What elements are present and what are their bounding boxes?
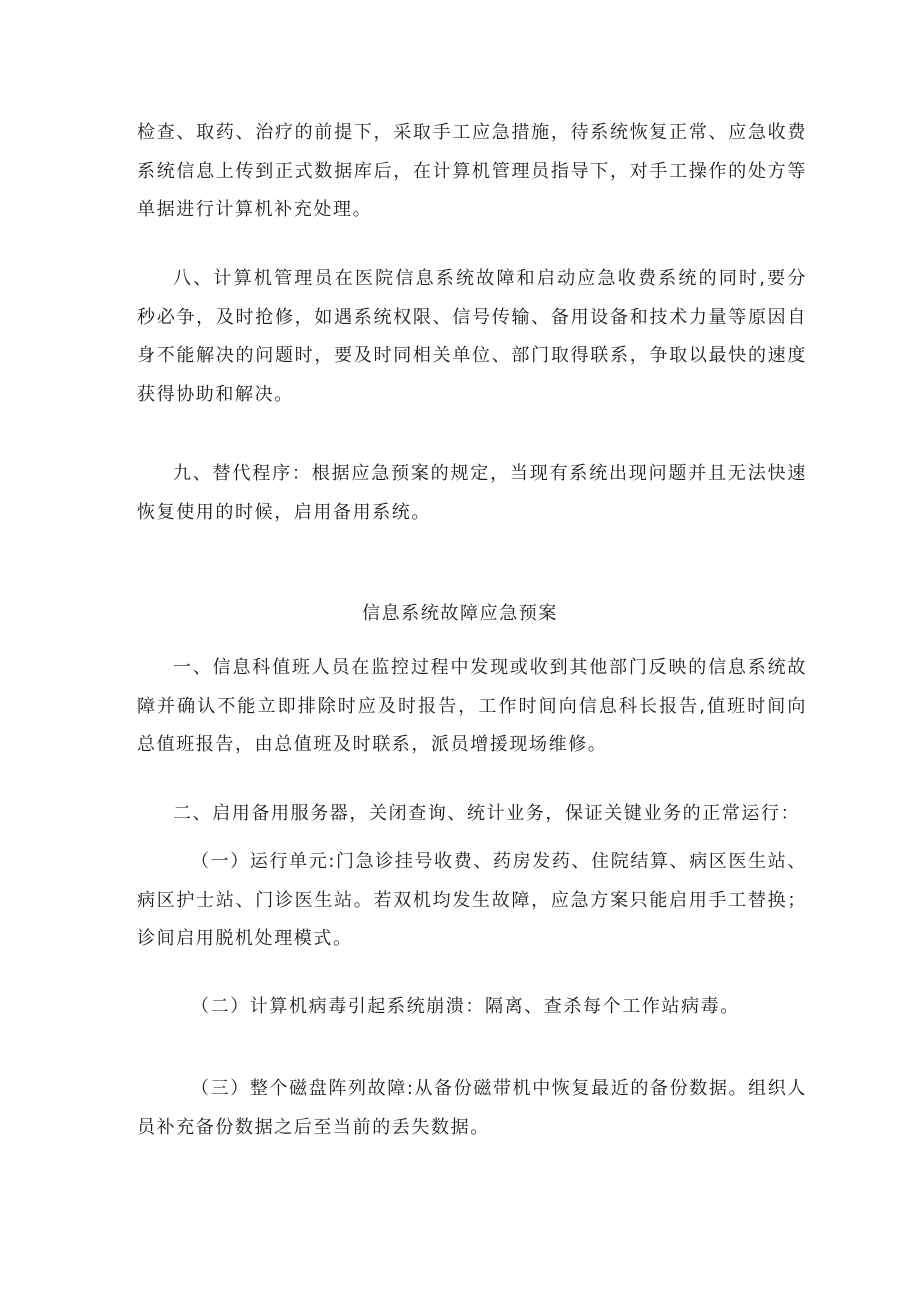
paragraph-subitem-3: （三）整个磁盘阵列故障:从备份磁带机中恢复最近的备份数据。组织人员补充备份数据之后至当前的丢失数据。: [137, 1078, 807, 1138]
paragraph-manual-emergency-continued: 检查、取药、治疗的前提下，采取手工应急措施，待系统恢复正常、应急收费系统信息上传到正式数据库后，在计算机管理员指导下，对手工操作的处方等单据进行计算机补充处理。: [137, 122, 807, 220]
paragraph-subitem-2: （二）计算机病毒引起系统崩溃：隔离、查杀每个工作站病毒。: [191, 996, 740, 1017]
paragraph-item-2: 二、启用备用服务器，关闭查询、统计业务，保证关键业务的正常运行：: [173, 803, 801, 824]
paragraph-item-1: 一、信息科值班人员在监控过程中发现或收到其他部门反映的信息系统故障并确认不能立即排除时应及时报告，工作时间向信息科长报告,值班时间向总值班报告，由总值班及时联系，派员增援现场维修。: [137, 657, 807, 755]
paragraph-item-8: 八、计算机管理员在医院信息系统故障和启动应急收费系统的同时,要分秒必争，及时抢修，如遇系统权限、信号传输、备用设备和技术力量等原因自身不能解决的问题时，要及时同相关单位、部门取得联系，争取以最快的速度获得协助和解决。: [137, 268, 807, 405]
paragraph-item-9: 九、替代程序：根据应急预案的规定，当现有系统出现问题并且无法快速恢复使用的时候，启用备用系统。: [137, 463, 807, 523]
paragraph-subitem-1: （一）运行单元:门急诊挂号收费、药房发药、住院结算、病区医生站、病区护士站、门诊医生站。若双机均发生故障，应急方案只能启用手工替换；诊间启用脱机处理模式。: [137, 851, 807, 949]
section-title: 信息系统故障应急预案: [362, 603, 558, 624]
